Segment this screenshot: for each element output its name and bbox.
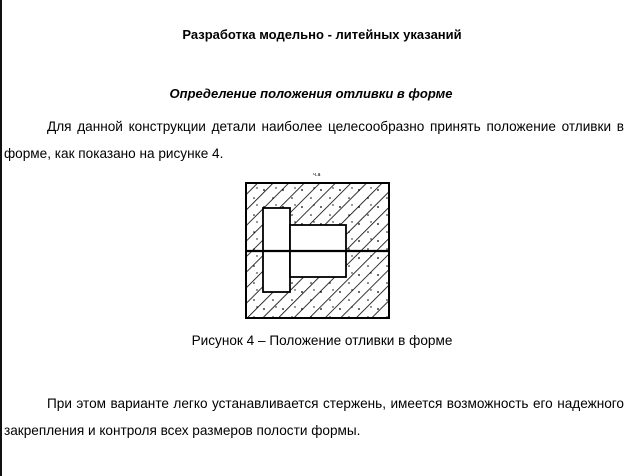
paragraph-conclusion [4,390,624,444]
mold-drawing [241,168,391,320]
figure-top-mark: ч.а [313,172,321,178]
paragraph-intro [4,113,624,167]
paragraph-conclusion-text: При этом варианте легко устанавливается стержень, имеется возможность его надежного закрепления и контроля всех размеров полости формы. [4,396,624,438]
paragraph-intro-text: Для данной конструкции детали наиболее целесообразно принять положение отливки в форме, как показано на рисунке 4. [4,119,624,161]
document-title: Разработка модельно - литейных указаний [182,27,462,42]
section-heading: Определение положения отливки в форме [169,86,453,101]
casting-mold-figure [241,168,391,320]
figure-caption: Рисунок 4 – Положение отливки в форме [191,333,453,348]
